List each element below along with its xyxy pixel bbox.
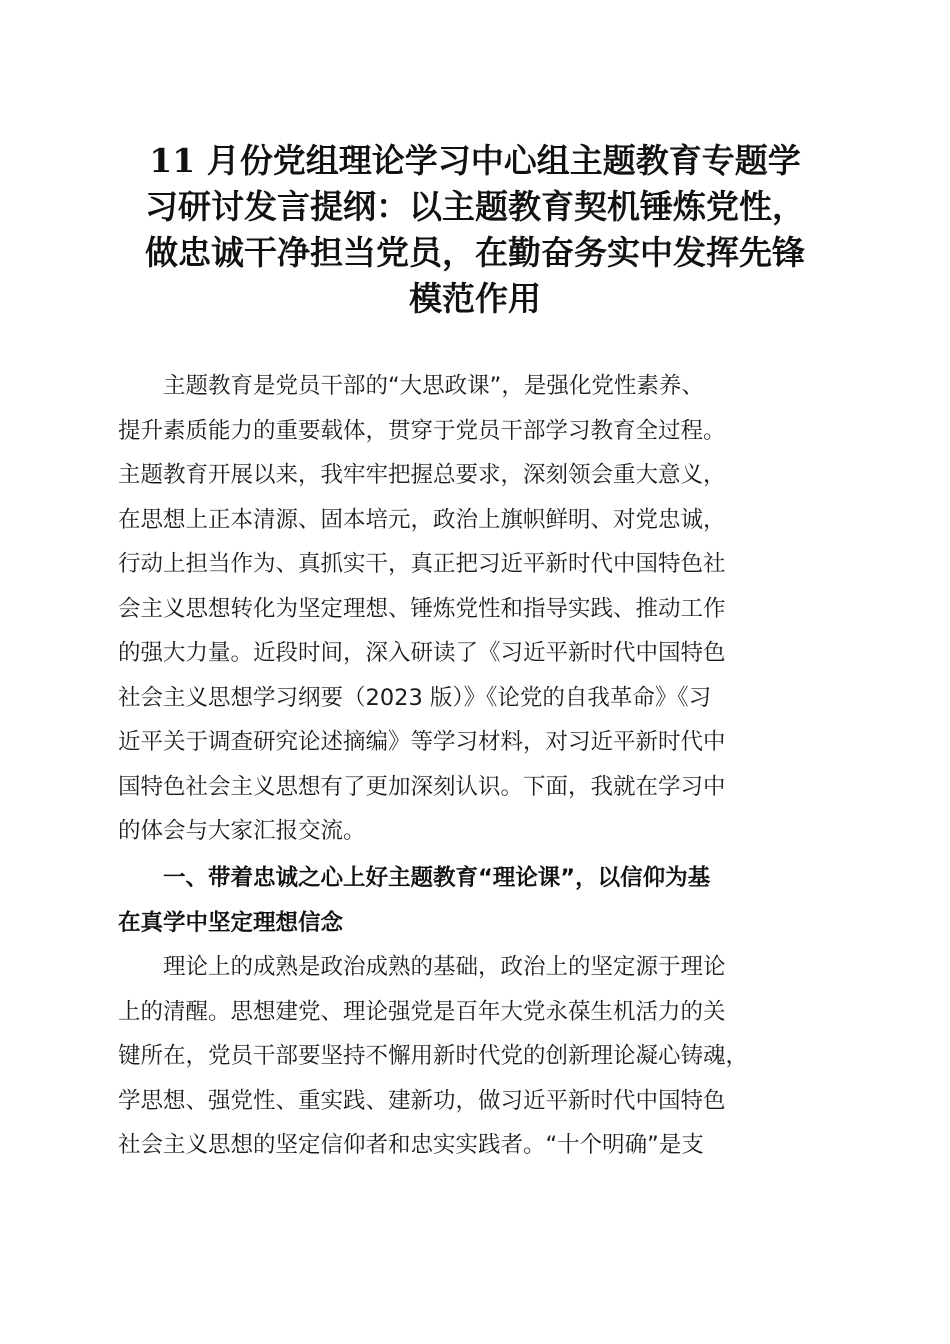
title-line: 习研讨发言提纲：以主题教育契机锤炼党性， — [145, 187, 805, 226]
title-line: 11 月份党组理论学习中心组主题教育专题学 — [149, 141, 801, 180]
text-line: 会主义思想转化为坚定理想、锤炼党性和指导实践、推动工作 — [118, 595, 726, 622]
text-line: 国特色社会主义思想有了更加深刻认识。下面，我就在学习中 — [118, 773, 726, 800]
text-line: 主题教育开展以来，我牢牢把握总要求，深刻领会重大意义， — [118, 462, 726, 488]
section-heading — [118, 856, 838, 945]
text-line: 在思想上正本清源、固本培元，政治上旗帜鲜明、对党忠诚， — [118, 506, 726, 533]
text-line: 的体会与大家汇报交流。 — [118, 818, 366, 844]
text-line: 社会主义思想学习纲要（2023 版）》《论党的自我革命》《习 — [118, 684, 712, 711]
text-line: 行动上担当作为、真抓实干，真正把习近平新时代中国特色社 — [118, 551, 726, 577]
title-line: 模范作用 — [409, 279, 541, 318]
document-title — [110, 138, 840, 322]
text-line: 的强大力量。近段时间，深入研读了《习近平新时代中国特色 — [118, 640, 726, 666]
heading-line: 在真学中坚定理想信念 — [118, 909, 344, 936]
heading-line: 一、带着忠诚之心上好主题教育“理论课”，以信仰为基 — [118, 865, 711, 891]
text-line: 近平关于调查研究论述摘编》等学习材料，对习近平新时代中 — [118, 729, 726, 755]
section-paragraph — [118, 945, 838, 1168]
title-line: 做忠诚干净担当党员，在勤奋务实中发挥先锋 — [145, 233, 805, 272]
text-line: 上的清醒。思想建党、理论强党是百年大党永葆生机活力的关 — [118, 998, 726, 1025]
text-line: 主题教育是党员干部的“大思政课”，是强化党性素养、 — [118, 373, 704, 399]
intro-paragraph — [118, 364, 838, 854]
text-line: 社会主义思想的坚定信仰者和忠实实践者。“十个明确”是支 — [118, 1132, 704, 1158]
text-line: 键所在，党员干部要坚持不懈用新时代党的创新理论凝心铸魂， — [118, 1043, 749, 1069]
text-line: 学思想、强党性、重实践、建新功，做习近平新时代中国特色 — [118, 1087, 726, 1114]
text-line: 提升素质能力的重要载体，贯穿于党员干部学习教育全过程。 — [118, 417, 726, 444]
text-line: 理论上的成熟是政治成熟的基础，政治上的坚定源于理论 — [118, 954, 726, 980]
